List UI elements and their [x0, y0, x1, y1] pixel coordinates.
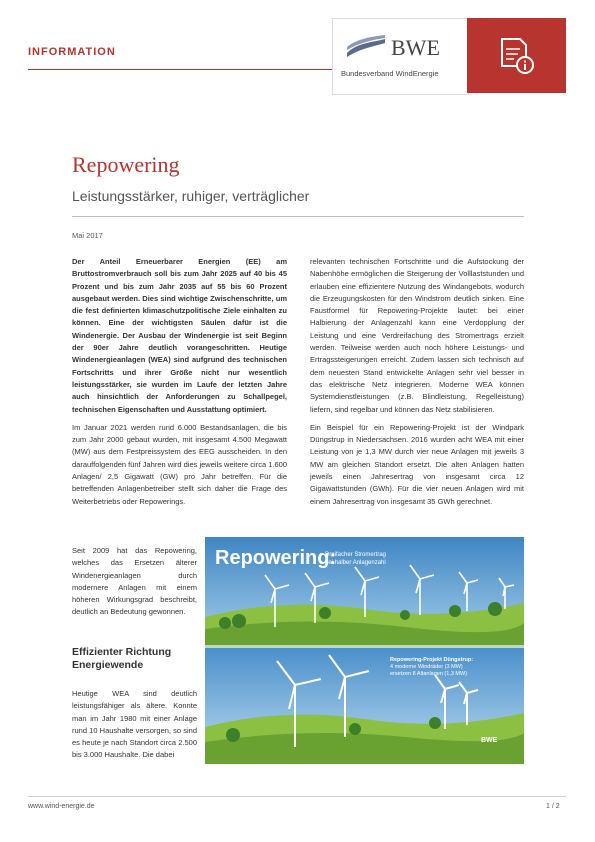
header-rule — [28, 69, 332, 70]
page-subtitle: Leistungsstärker, ruhiger, verträglicher — [72, 188, 310, 204]
figure-caption-line: 4 moderne Windräder (3 MW) — [390, 664, 463, 670]
body-paragraph: Im Januar 2021 werden rund 6.000 Bestandsanlagen, die bis zum Jahr 2000 gebaut wurden, mit insgesamt 4.500 Megawatt (MW) aus dem Festpreissystem des EEG ausscheiden. In den darauffolgenden fünf Jahren wird dies jeweils weitere circa 1.600 Anlagen/ 2,5 Gigawatt (GW) pro Jahr betreffen. Für die betreffenden Anlagenbetreiber stellt sich daher die Frage des Weiterbetriebs oder Repowerings. — [72, 422, 287, 506]
page-number: 1 / 2 — [546, 803, 560, 810]
right-column — [310, 256, 524, 514]
body-paragraph: Ein Beispiel für ein Repowering-Projekt ist der Windpark Düngstrup in Niedersachsen. 2016 wurden acht WEA mit einer Leistung von je 1,3 MW durch vier neue Anlagen mit jeweils 3 MW am gleichen Standort ersetzt. Die alten Anlagen hatten jeweils einen Jahresertrag von insgesamt circa 12 Gigawattstunden (GWh). Für die vier neuen Anlagen wird mit einem Jahresertrag von insgesamt 35 GWh gerechnet. — [310, 422, 524, 506]
logo-subtitle: Bundesverband WindEnergie — [341, 69, 439, 78]
repowering-illustration — [205, 537, 524, 764]
figure-logo: BWE — [481, 737, 498, 744]
info-badge — [467, 18, 566, 93]
document-info-icon — [498, 36, 536, 76]
left-column — [72, 256, 287, 514]
section-label: INFORMATION — [28, 46, 116, 58]
figure-subtitle-line: Dreifacher Stromertrag — [325, 552, 387, 558]
figure-caption-line: Repowering-Projekt Düngstrup: — [390, 657, 474, 663]
figure-subtitle-line: bei halber Anlagenzahl — [325, 560, 386, 566]
body-paragraph: Heutige WEA sind deutlich leistungsfähiger als ältere. Konnte man im Jahr 1980 mit einer Anlage rund 10 Haushalte versorgen, so sind es heute je nach Standort circa 2.500 bis 3.000 Haushalte. Die dabei — [72, 689, 197, 760]
footer-url[interactable]: www.wind-energie.de — [28, 803, 95, 810]
left-column-continued — [72, 688, 197, 768]
title-divider — [72, 216, 524, 217]
figure-subtitle — [325, 551, 386, 567]
bwe-logo[interactable] — [332, 18, 469, 95]
figure-title: Repowering: — [215, 547, 337, 569]
wind-wave-icon — [345, 35, 387, 61]
figure-caption — [390, 657, 473, 678]
body-paragraph: relevanten technischen Fortschritte und die Aufstockung der Nabenhöhe ermöglichen die Steigerung der Volllaststunden und erlauben eine effizientere Nutzung des Windangebots, wodurch die Erzeugungskosten für den Windstrom deutlich sinken. Eine Faustformel für Repowering-Projekte lautet: bei einer Halbierung der Anlagenzahl kann eine Verdopplung der Leistung und eine Verdreifachung des Stromertrags erzielt werden. Teilweise werden auch noch höhere Leistungs- und Ertragssteigerungen erreicht. Zudem lassen sich technisch auf dem neuesten Stand entwickelte Anlagen sehr viel besser in das elektrische Netz integrieren. Moderne WEA können Systemdienstleistungen (z.B. Blindleistung, Regelleistung) liefern, sind regelbar und können das Netz stabilisieren. — [310, 257, 524, 414]
footer-rule — [28, 796, 566, 797]
wind-farm-graphic — [205, 537, 524, 764]
publication-date: Mai 2017 — [72, 231, 103, 240]
page-title: Repowering — [72, 152, 180, 177]
lead-paragraph: Der Anteil Erneuerbarer Energien (EE) am Bruttostromverbrauch soll bis zum Jahr 2025 auf 40 bis 45 Prozent und bis zum Jahr 2035 auf 55 bis 60 Prozent ausgebaut werden. Dies sind wichtige Zwischenschritte, um die fest definierten klimaschutzpolitische Ziele einhalten zu können. Eine der wichtigsten Säulen dafür ist die Windenergie. Der Ausbau der Windenergie ist seit Beginn der 90er Jahre deutlich vorangeschritten. Heutige Windenergieanlagen (WEA) sind aufgrund des technischen Fortschritts und ihrer Größe nicht nur wesentlich leistungsstärker, sie wurden im Laufe der letzten Jahre auch hinsichtlich der Anforderungen zu Schallpegel, technischen Eigenschaften und Ausstattung optimiert. — [72, 257, 287, 414]
body-paragraph: Seit 2009 hat das Repowering, welches das Ersetzen älterer Windenergieanlagen durch modernere Anlagen mit einem höheren Wirkungsgrad beschreibt, deutlich an Bedeutung gewonnen. — [72, 546, 197, 617]
logo-text: BWE — [391, 35, 440, 60]
figure-caption-line: ersetzen 8 Altanlagen (1,3 MW) — [390, 671, 468, 677]
section-heading: Effizienter Richtung Energiewende — [72, 646, 172, 671]
left-column-wrap — [72, 545, 197, 625]
